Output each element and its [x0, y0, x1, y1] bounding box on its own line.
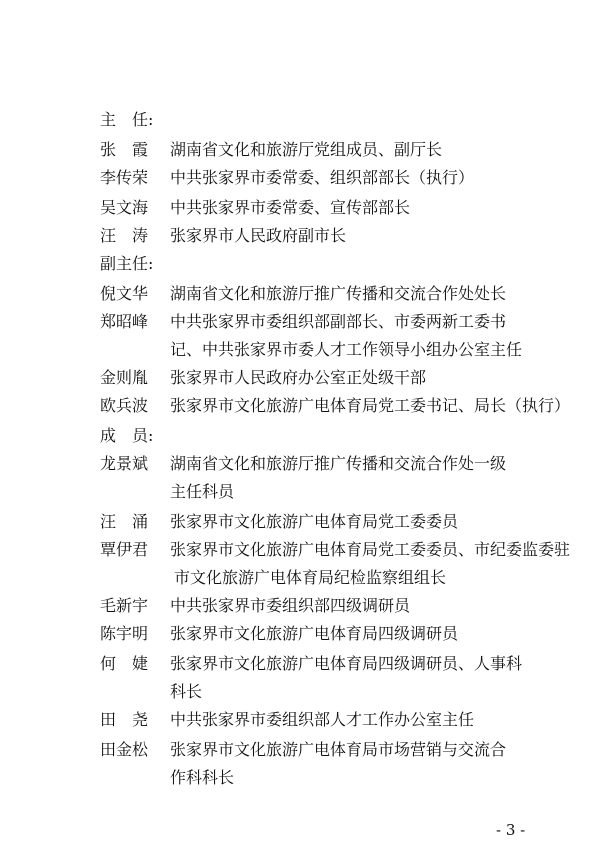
member-row-continuation	[0, 764, 610, 792]
member-title: 张家界市文化旅游广电体育局党工委委员、市纪委监委驻	[170, 540, 571, 559]
member-row	[0, 392, 610, 420]
member-name: 田金松	[100, 740, 149, 759]
member-title: 张家界市文化旅游广电体育局四级调研员	[170, 624, 459, 643]
member-row	[0, 364, 610, 392]
section-label: 副主任:	[100, 254, 154, 273]
member-row	[0, 706, 610, 734]
member-title: 张家界市人民政府副市长	[170, 226, 347, 245]
section-heading-members	[0, 422, 610, 450]
member-row	[0, 194, 610, 222]
member-name: 田 尧	[100, 710, 149, 729]
member-name: 吴文海	[100, 198, 149, 217]
member-title: 中共张家界市委常委、宣传部部长	[170, 198, 411, 217]
member-title: 张家界市文化旅游广电体育局党工委委员	[170, 512, 459, 531]
member-name: 李传荣	[100, 168, 149, 187]
member-row	[0, 164, 610, 192]
member-title-continued: 主任科员	[170, 482, 235, 501]
member-name: 汪 涛	[100, 226, 149, 245]
member-name: 欧兵波	[100, 396, 149, 415]
member-row-continuation	[0, 678, 610, 706]
member-row	[0, 136, 610, 164]
member-row	[0, 592, 610, 620]
member-name: 陈宇明	[100, 624, 149, 643]
member-title-continued: 科长	[170, 682, 203, 701]
member-title: 湖南省文化和旅游厅党组成员、副厅长	[170, 140, 443, 159]
member-row	[0, 222, 610, 250]
member-title: 中共张家界市委组织部副部长、市委两新工委书	[170, 312, 507, 331]
member-row	[0, 450, 610, 478]
member-title: 张家界市文化旅游广电体育局四级调研员、人事科	[170, 654, 523, 673]
member-name: 倪文华	[100, 284, 149, 303]
member-title: 中共张家界市委组织部四级调研员	[170, 596, 411, 615]
member-row-continuation	[0, 564, 610, 592]
member-row-continuation	[0, 336, 610, 364]
member-title-continued: 记、中共张家界市委人才工作领导小组办公室主任	[170, 340, 523, 359]
member-name: 毛新宇	[100, 596, 149, 615]
member-row	[0, 736, 610, 764]
member-title: 湖南省文化和旅游厅推广传播和交流合作处一级	[170, 454, 507, 473]
member-title: 张家界市文化旅游广电体育局党工委书记、局长（执行）	[170, 396, 571, 415]
section-heading-deputy-director	[0, 250, 610, 278]
member-title-continued: 市文化旅游广电体育局纪检监察组组长	[174, 568, 447, 587]
member-name: 覃伊君	[100, 540, 149, 559]
member-title: 张家界市文化旅游广电体育局市场营销与交流合	[170, 740, 507, 759]
member-row	[0, 650, 610, 678]
member-name: 汪 涌	[100, 512, 149, 531]
section-label: 主 任:	[100, 110, 154, 129]
member-name: 龙景斌	[100, 454, 149, 473]
member-row-continuation	[0, 478, 610, 506]
member-title: 中共张家界市委常委、组织部部长（执行）	[170, 168, 475, 187]
page-number: - 3 -	[496, 821, 526, 839]
member-title: 中共张家界市委组织部人才工作办公室主任	[170, 710, 475, 729]
member-name: 金则胤	[100, 368, 149, 387]
member-name: 张 霞	[100, 140, 149, 159]
member-row	[0, 620, 610, 648]
member-row	[0, 308, 610, 336]
member-row	[0, 536, 610, 564]
member-title: 张家界市人民政府办公室正处级干部	[170, 368, 427, 387]
member-row	[0, 280, 610, 308]
member-name: 郑昭峰	[100, 312, 149, 331]
section-heading-director	[0, 106, 610, 134]
member-title: 湖南省文化和旅游厅推广传播和交流合作处处长	[170, 284, 507, 303]
member-title-continued: 作科科长	[170, 768, 235, 787]
member-name: 何 婕	[100, 654, 149, 673]
section-label: 成 员:	[100, 426, 154, 445]
member-row	[0, 508, 610, 536]
